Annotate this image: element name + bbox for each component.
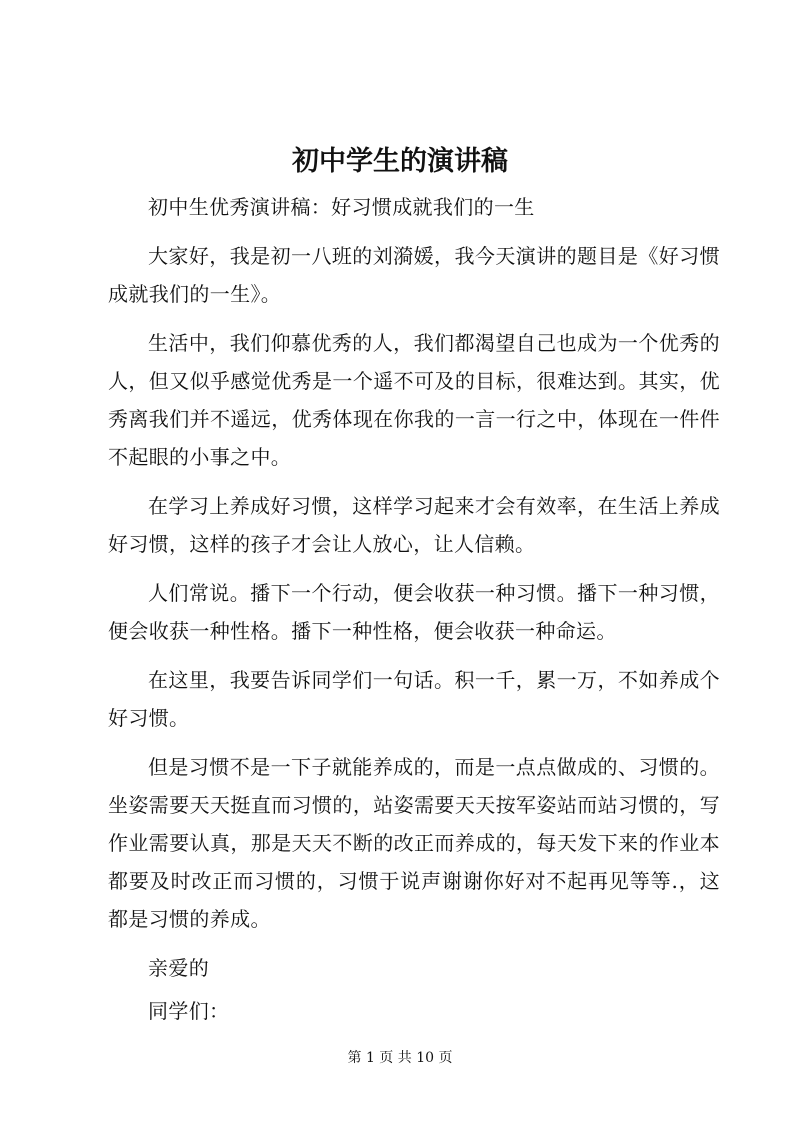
paragraph-study-habits: 在学习上养成好习惯，这样学习起来才会有效率，在生活上养成好习惯，这样的孩子才会让人放心，让人信赖。 [108,494,720,556]
paragraph-excellence: 生活中，我们仰慕优秀的人，我们都渴望自己也成为一个优秀的人，但又似乎感觉优秀是一个遥不可及的目标，很难达到。其实，优秀离我们并不遥远，优秀体现在你我的一言一行之中，体现在一件件不起眼的小事之中。 [108,331,720,469]
page-footer: 第 1 页 共 10 页 [347,1050,453,1066]
paragraph-closing-dear: 亲爱的 [148,956,210,980]
paragraph-subtitle: 初中生优秀演讲稿：好习惯成就我们的一生 [148,195,535,219]
document-body [108,188,720,1035]
paragraph-greeting: 大家好，我是初一八班的刘漪媛，我今天演讲的题目是《好习惯成就我们的一生》。 [108,244,720,306]
paragraph-closing-classmates: 同学们： [148,999,230,1023]
paragraph-advice: 在这里，我要告诉同学们一句话。积一千，累一万，不如养成个好习惯。 [108,668,720,730]
paragraph-saying: 人们常说。播下一个行动，便会收获一种习惯。播下一种习惯，便会收获一种性格。播下一种性格，便会收获一种命运。 [108,581,720,643]
paragraph-forming-habits: 但是习惯不是一下子就能养成的，而是一点点做成的、习惯的。坐姿需要天天挺直而习惯的，站姿需要天天按军姿站而站习惯的，写作业需要认真，那是天天不断的改正而养成的，每天发下来的作业本都要及时改正而习惯的，习惯于说声谢谢你好对不起再见等等.，这都是习惯的养成。 [108,755,720,931]
document-title: 初中学生的演讲稿 [292,146,508,177]
